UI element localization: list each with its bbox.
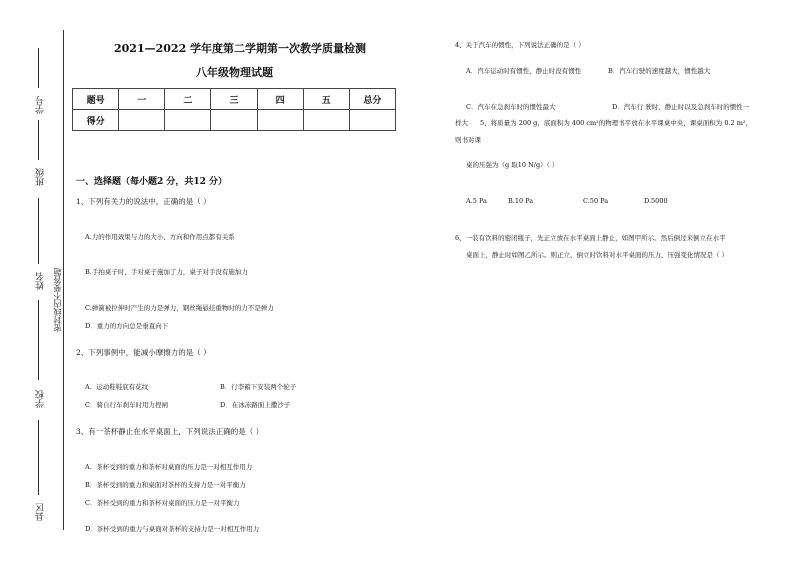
score-cell[interactable]: [257, 110, 303, 131]
sidebar-line-name: [38, 198, 39, 264]
q2-option-b: B．行李箱下安装两个轮子: [220, 383, 297, 391]
score-cell[interactable]: [165, 110, 211, 131]
q4-option-d-line1: D．汽车行 驶时、静止时以及急刹车时的惯性一: [612, 103, 750, 111]
score-cell[interactable]: [211, 110, 257, 131]
q2-option-c: C．骑自行车刹车时用力捏闸: [85, 401, 168, 409]
exam-title: 2021—2022 学年度第二学期第一次教学质量检测: [114, 42, 367, 55]
sidebar-label-district: 县区: [36, 503, 46, 521]
score-table-score-row: [73, 110, 396, 131]
q6-stem-line1: 6、一装有饮料的密闭瓶子，先正立放在水平桌面上静止，如图甲所示。然后倒过来倒立在水平: [455, 234, 726, 242]
q2-stem: 2、下列事例中，能减小摩擦力的是（ ）: [76, 348, 211, 357]
sidebar-line-class: [38, 120, 39, 160]
score-header-cell: 题号: [73, 89, 119, 110]
q1-option-a: A.力的作用效果与力的大小、方向和作用点都有关系: [85, 233, 235, 241]
q5-stem-line3: 桌的压强为（g 取10 N/g）（ ）: [466, 161, 559, 169]
sidebar-line-school: [38, 300, 39, 380]
q2-option-a: A．运动鞋鞋底有花纹: [85, 383, 149, 391]
q1-stem: 1、下列有关力的说法中，正确的是（ ）: [76, 197, 211, 206]
q3-option-a: A．茶杯受到的重力和茶杯对桌面的压力是一对相互作用力: [85, 463, 253, 471]
score-cell[interactable]: [119, 110, 165, 131]
q4-option-b: B．汽车行驶的速度越大，惯性越大: [608, 67, 711, 75]
q4-option-d-line2: 样大: [455, 119, 468, 127]
score-header-cell: 二: [165, 89, 211, 110]
q5-option-a: A.5 Pa: [466, 197, 487, 205]
sidebar-label-id: 学号: [36, 96, 46, 114]
sidebar-label-class: 班级: [36, 168, 46, 186]
q5-stem-line2: 则书对课: [455, 136, 481, 144]
score-table: [72, 88, 396, 131]
q3-option-b: B．茶杯受到的重力和桌面对茶杯的支持力是一对平衡力: [85, 481, 246, 489]
score-header-cell: 总分: [349, 89, 395, 110]
score-header-cell: 五: [303, 89, 349, 110]
score-cell[interactable]: [303, 110, 349, 131]
q4-option-a: A．汽车运动时有惯性，静止时没有惯性: [466, 67, 582, 75]
exam-subtitle: 八年级物理试题: [196, 66, 273, 79]
score-header-cell: 三: [211, 89, 257, 110]
q6-stem-line2: 桌面上，静止时如图乙所示。则正立、倒立时饮料对水平桌面的压力、压强变化情况是（ ）: [466, 251, 729, 259]
sidebar-seal-note: 密封线内不要答题: [53, 268, 62, 332]
binding-line: [63, 30, 64, 530]
q5-option-d: D.5000: [644, 197, 668, 205]
q5-option-b: B.10 Pa: [508, 197, 534, 205]
sidebar-line-id: [38, 48, 39, 88]
score-row-label: 得分: [73, 110, 119, 131]
score-header-cell: 四: [257, 89, 303, 110]
sidebar-line-district: [38, 420, 39, 495]
q3-option-c: C．茶杯受到的重力和茶杯对桌面的压力是一对平衡力: [85, 499, 240, 507]
q1-option-d: D．重力的方向总是垂直向下: [85, 322, 169, 330]
section1-heading: 一、选择题（每小题2 分，共12 分）: [76, 177, 228, 187]
q4-option-c: C．汽车在急刹车时的惯性最大: [466, 103, 556, 111]
q5-option-c: C.50 Pa: [583, 197, 609, 205]
sidebar-label-school: 学校: [36, 390, 46, 408]
score-table-header-row: [73, 89, 396, 110]
score-cell[interactable]: [349, 110, 395, 131]
q3-stem: 3、有一茶杯静止在水平桌面上，下列说法正确的是（ ）: [76, 427, 264, 436]
sidebar-label-name: 姓名: [36, 272, 46, 290]
q4-stem: 4、关于汽车的惯性，下列说法正确的是（ ）: [455, 41, 585, 49]
q3-option-d: D．茶杯受到的重力与桌面对茶杯的支持力是一对相互作用力: [85, 525, 260, 533]
q1-option-b: B.手拍桌子时，手对桌子施加了力，桌子对手没有施加力: [85, 268, 248, 276]
q5-stem-line1: 5、将质量为 200 g，底面积为 400 cm²的物理书平放在水平课桌中央，课桌面积为 0.2 m²，: [480, 119, 753, 127]
q2-option-d: D．在冰冻路面上撒沙子: [220, 401, 291, 409]
q1-option-c: C.弹簧被拉伸时产生的力是弹力，钢丝绳悬挂重物时的力不是弹力: [85, 304, 274, 312]
score-header-cell: 一: [119, 89, 165, 110]
